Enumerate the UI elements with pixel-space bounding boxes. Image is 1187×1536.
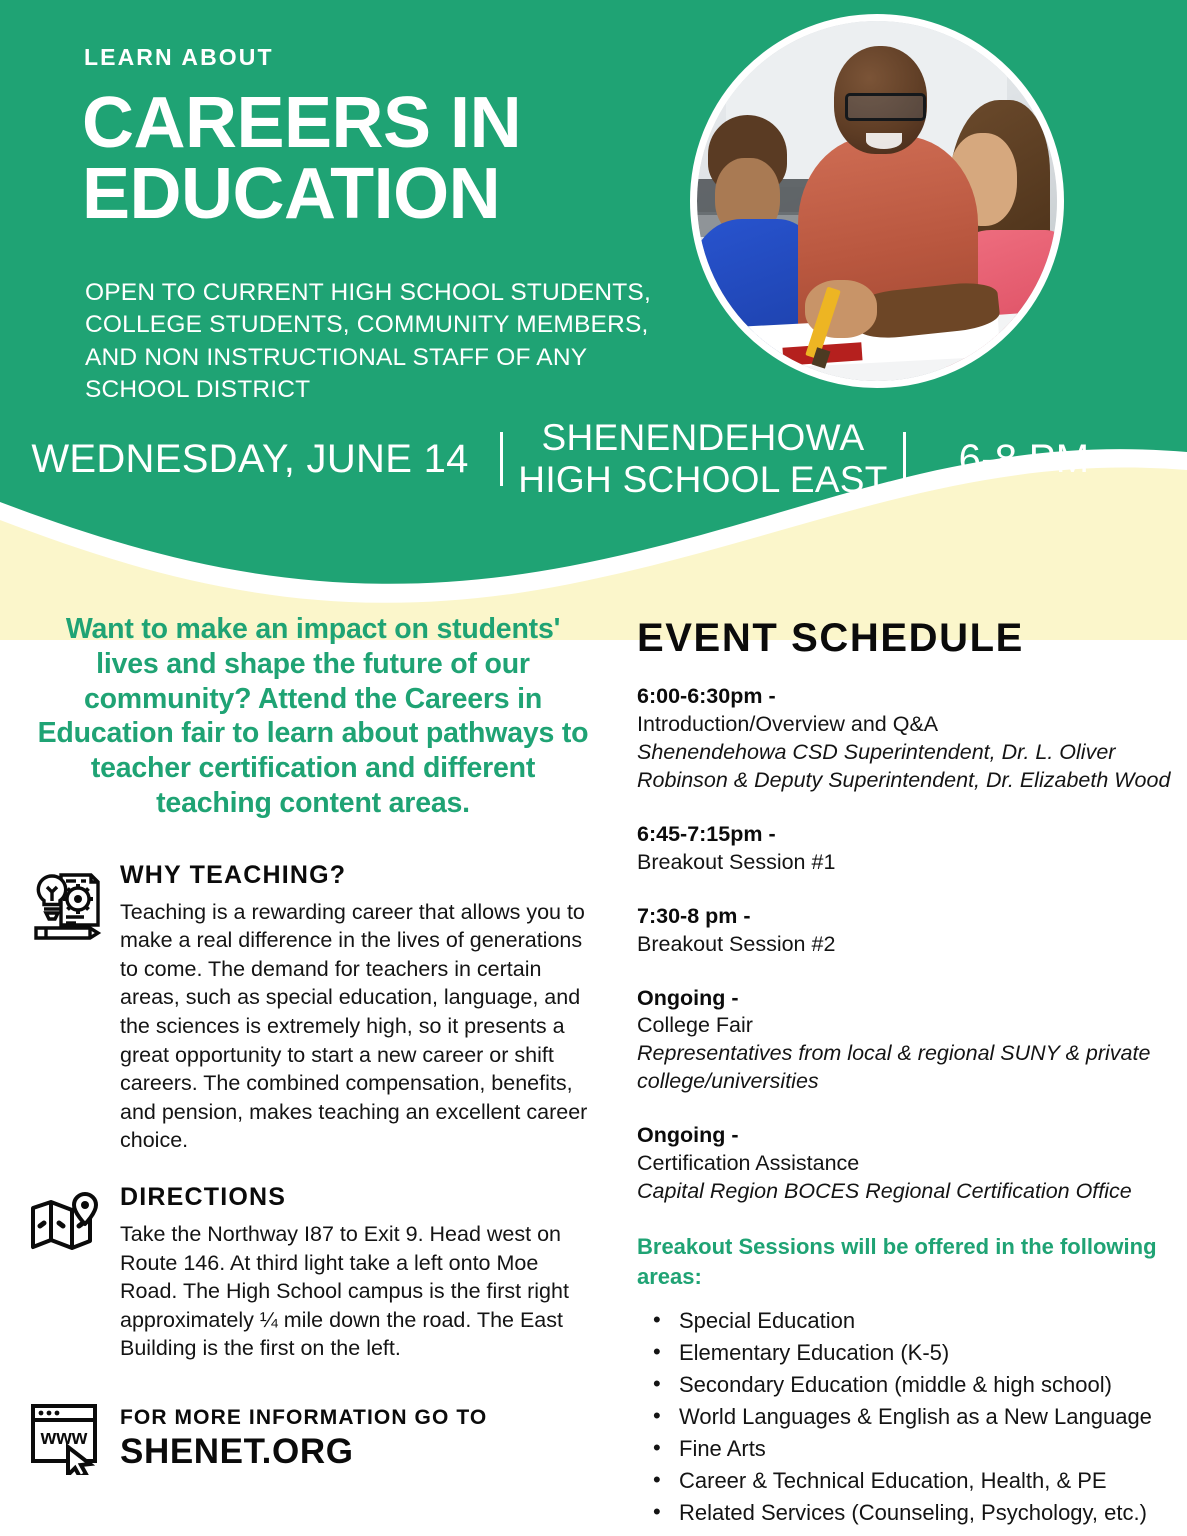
- photo-teacher-smile: [866, 133, 902, 149]
- schedule-time: Ongoing -: [637, 985, 739, 1010]
- directions-text: Take the Northway I87 to Exit 9. Head west on Route 146. At third light take a left onto Moe Road. The High School campus is the first right approximately ¼ mile down the road. The East Building is the first on the left.: [120, 1221, 569, 1361]
- schedule-item: [637, 903, 1173, 959]
- event-location-line-1: SHENENDEHOWA: [541, 417, 865, 459]
- schedule-desc: Certification Assistance: [637, 1151, 860, 1176]
- directions-section: [28, 1183, 598, 1363]
- left-column: [28, 612, 598, 1480]
- schedule-note: Shenendehowa CSD Superintendent, Dr. L. Oliver Robinson & Deputy Superintendent, Dr. Elizabeth Wood: [637, 739, 1171, 792]
- title-line-2: EDUCATION: [82, 153, 501, 234]
- page-title: [82, 83, 702, 234]
- why-teaching-section: [28, 861, 598, 1155]
- svg-text:www: www: [40, 1426, 88, 1449]
- schedule-desc: College Fair: [637, 1013, 753, 1038]
- list-item: • World Languages & English as a New Language: [679, 1401, 1173, 1433]
- body-content: [0, 590, 1187, 1536]
- audience-subheading: OPEN TO CURRENT HIGH SCHOOL STUDENTS, COLLEGE STUDENTS, COMMUNITY MEMBERS, AND NON INSTRUCTIONAL STAFF OF ANY SCHOOL DISTRICT: [85, 279, 651, 403]
- hero-photo: [690, 14, 1064, 388]
- why-teaching-text: Teaching is a rewarding career that allows you to make a real difference in the lives of generations to come. The demand for teachers in certain areas, such as special education, language, and the sciences is extremely high, so it presents a great opportunity to start a new career or shift careers. The combined compensation, benefits, and pension, makes teaching an excellent career choice.: [120, 899, 588, 1153]
- schedule-item: [637, 821, 1173, 877]
- why-teaching-body: [120, 861, 598, 1155]
- breakout-areas-list: [633, 1305, 1173, 1528]
- folded-map-pin-icon: [28, 1183, 120, 1257]
- www-browser-cursor-icon: [28, 1399, 120, 1480]
- more-info-text: [120, 1406, 598, 1472]
- why-teaching-title: WHY TEACHING?: [120, 860, 347, 889]
- breakout-sessions-heading: Breakout Sessions will be offered in the following areas:: [637, 1234, 1157, 1289]
- eyebrow-label: LEARN ABOUT: [84, 44, 274, 70]
- directions-body: [120, 1183, 598, 1363]
- schedule-time: Ongoing -: [637, 1123, 739, 1148]
- schedule-desc: Breakout Session #2: [637, 931, 836, 956]
- schedule-time: 7:30-8 pm -: [637, 903, 751, 928]
- schedule-time: 6:00-6:30pm -: [637, 684, 776, 708]
- event-time: 6-8 PM: [958, 436, 1090, 481]
- more-info-label: FOR MORE INFORMATION GO TO: [120, 1406, 488, 1430]
- website-url[interactable]: SHENET.ORG: [120, 1432, 354, 1472]
- schedule-note: Capital Region BOCES Regional Certification Office: [637, 1179, 1132, 1204]
- lightbulb-gear-document-icon: [28, 861, 120, 945]
- schedule-time: 6:45-7:15pm -: [637, 821, 776, 846]
- schedule-item: [637, 683, 1173, 795]
- right-column: [633, 590, 1173, 1529]
- list-item: • Related Services (Counseling, Psychology, etc.): [679, 1497, 1173, 1529]
- event-details-bar: [0, 418, 1187, 500]
- lead-paragraph: Want to make an impact on students' lives and shape the future of our community? Attend the Careers in Education fair to learn about pathways to teacher certification and different teaching content areas.: [37, 613, 589, 819]
- event-schedule-title: EVENT SCHEDULE: [637, 616, 1024, 660]
- schedule-desc: Introduction/Overview and Q&A: [637, 711, 939, 736]
- list-item: • Fine Arts: [679, 1433, 1173, 1465]
- list-item: • Career & Technical Education, Health, & PE: [679, 1465, 1173, 1497]
- schedule-item: [637, 1122, 1173, 1206]
- event-date: WEDNESDAY, JUNE 14: [31, 436, 469, 481]
- schedule-desc: Breakout Session #1: [637, 849, 836, 874]
- schedule-item: [637, 985, 1173, 1097]
- list-item: • Elementary Education (K-5): [679, 1337, 1173, 1369]
- hero-photo-image: [697, 21, 1057, 381]
- photo-teacher-glasses: [845, 93, 927, 121]
- event-location: [503, 417, 903, 501]
- list-item: • Special Education: [679, 1305, 1173, 1337]
- directions-title: DIRECTIONS: [120, 1182, 287, 1211]
- title-line-1: CAREERS IN: [82, 83, 522, 163]
- schedule-note: Representatives from local & regional SUNY & private college/universities: [637, 1041, 1151, 1094]
- list-item: • Secondary Education (middle & high school): [679, 1369, 1173, 1401]
- more-info-footer[interactable]: [28, 1399, 598, 1480]
- event-location-line-2: HIGH SCHOOL EAST: [518, 459, 888, 500]
